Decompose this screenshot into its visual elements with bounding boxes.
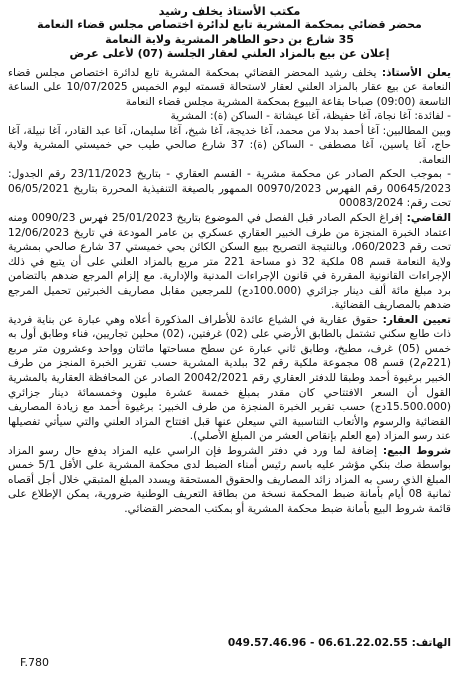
notice-body [8, 66, 451, 517]
paragraph [8, 124, 451, 168]
paragraph-text: يخلف رشيد المحضر القضائي بمحكمة المشرية تابع لدائرة اختصاص مجلس قضاء النعامة عن بيع عقار بالمزاد العلني لعقار لاستحالة قسمته ليوم الخميس 10/07/2025 على الساعة التاسعة (09:00) صباحا بقاعة البيوع بمحكمة المشرية مجلس قضاء النعامة [8, 66, 451, 108]
paragraph-text: حقوق عقارية في الشياع عائدة للأطراف المذكورة أعلاه وهي عبارة عن بناية فردية ذات طابع سكني تشتمل بالطابق الأرضي على (02) غرفتين، (02) محلين تجاريين، فناء وطابق أول به خمس (05) غرف، مطبخ، وطابق ثاني عبارة عن سطح مساحتها ماثتان وواحد وعشرون متر مربع (221م2) قسم 08 مجموعة ملكية رقم 32 ببلدية المشرية حسب تقرير الخبرة المنجز من طرف الخبير برغيوة أحمد وطبقا للدفتر العقاري رقم 20042/2021 الصادر عن المحافظة العقارية بالمشرية القول أن السعر الافتتاحي كان مقدر بمبلغ خمسة عشرة مليون وخمسمائة دينار جزائري (15.500.000دج) حسب تقرير الخبرة المنجزة من طرف الخبير: برغيوة أحمد مع زيادة المصاريف القضائية والرسوم والأتعاب التناسبية التي سيعلن عنها قبل افتتاح المزاد العلني والتي سيأتي تفصيلها عند رسو المزاد (مع العلم بإنقاص العشر من المبلغ الأصلي). [8, 313, 452, 443]
phone-numbers: 049.57.46.96 - 06.61.22.02.55 [227, 637, 408, 649]
paragraph-lead: القاضي: [402, 211, 451, 224]
phone-label: الهاتف: [407, 637, 451, 649]
paragraph [8, 444, 451, 517]
paragraph [8, 109, 451, 124]
bailiff-title: محضر قضائي بمحكمة المشرية تابع لدائرة اختصاص مجلس قضاء النعامة [37, 18, 422, 31]
paragraph-text: إفراغ الحكم الصادر قبل الفصل في الموضوع بتاريخ 25/01/2023 فهرس 0090/23 ومنه اعتماد الخبرة المنجزة من طرف الخبير العقاري عسكري بن عامر المودعة في تاريخ 12/06/2023 تحت رقم 060/2023، وبالنتيجة التصريح ببيع السكن الكائن بحي خميستي 37 شارع صالحي بمشرية ولاية النعامة قسم 08 ملكية 32 ذو مساحة 221 متر مربع بالمزاد العلني على أن يتبع في ذلك الإجراءات القانونية المقررة في قانون الإجراءات المدنية والإدارية. مع إلزام المرجع ضدهم بالتضامن برد مبلغ مائة ألف دينار جزائري (100.000دج) للمرجعين مقابل مصاريف الخبرتين تحميل المرجع ضدهم بالمصاريف القضائية. [8, 211, 451, 312]
paragraph-text: - بموجب الحكم الصادر عن محكمة مشرية - القسم العقاري - بتاريخ 23/11/2023 رقم الجدول: 00645/2023 رقم الفهرس 00970/2023 الممهور بالصيغة التنفيذية المحررة بتاريخ 06/05/2021 تحت رقم: 00083/2024 [8, 168, 452, 210]
paragraph [8, 66, 451, 110]
auction-announcement: إعلان عن بيع بالمزاد العلني لعقار الجلسة (07) لأعلى عرض [69, 47, 390, 60]
notice-header [8, 4, 451, 62]
paragraph [8, 211, 451, 313]
contact-line [8, 636, 451, 651]
paragraph-lead: تعيين العقار: [377, 313, 451, 326]
reference-number: F.780 [20, 656, 50, 669]
office-address: 35 شارع بن دحو الطاهر المشرية ولاية النعامة [105, 32, 354, 46]
paragraph [8, 313, 451, 444]
paragraph-lead: شروط البيع: [377, 444, 452, 457]
paragraph-text: إضافة لما ورد في دفتر الشروط فإن الراسي عليه المزاد يدفع حال رسو المزاد بواسطة صك بنكي مؤشر عليه باسم رئيس أمناء الضبط لدى محكمة المشرية على الأقل 5/1 خمس المبلغ الذي رسى به المزاد زائد المصاريف والحقوق المستحقة ويسدد المبلغ المتبقي خلال أجل أقصاه ثمانية 08 أيام بأمانة ضبط المحكمة نسخة من بطاقة التعريف الوطنية ضرورية، يمكن الإطلاع على قائمة شروط البيع بأمانة ضبط محكمة المشرية أو بمكتب المحضر القضائي. [8, 444, 452, 515]
paragraph-text: - لفائدة: آغا نجاة، آغا حفيظة، آغا عيشاتة - الساكن (ة): المشرية [170, 110, 451, 123]
paragraph [8, 167, 451, 211]
office-name: مكتب الأستاذ يخلف رشيد [158, 4, 301, 18]
paragraph-lead: يعلن الأستاذ: [376, 66, 451, 79]
paragraph-text: وبين المطالبين: آغا أحمد بدلا من محمد، آغا خديجة، آغا شيخ، آغا سليمان، آغا عبد القادر، آغا نبيلة، آغا حاج، آغا ياسين، آغا مصطفى - الساكن (ة): 37 شارع صالحي طيب حي خميستي المشرية ولاية النعامة. [8, 124, 451, 166]
